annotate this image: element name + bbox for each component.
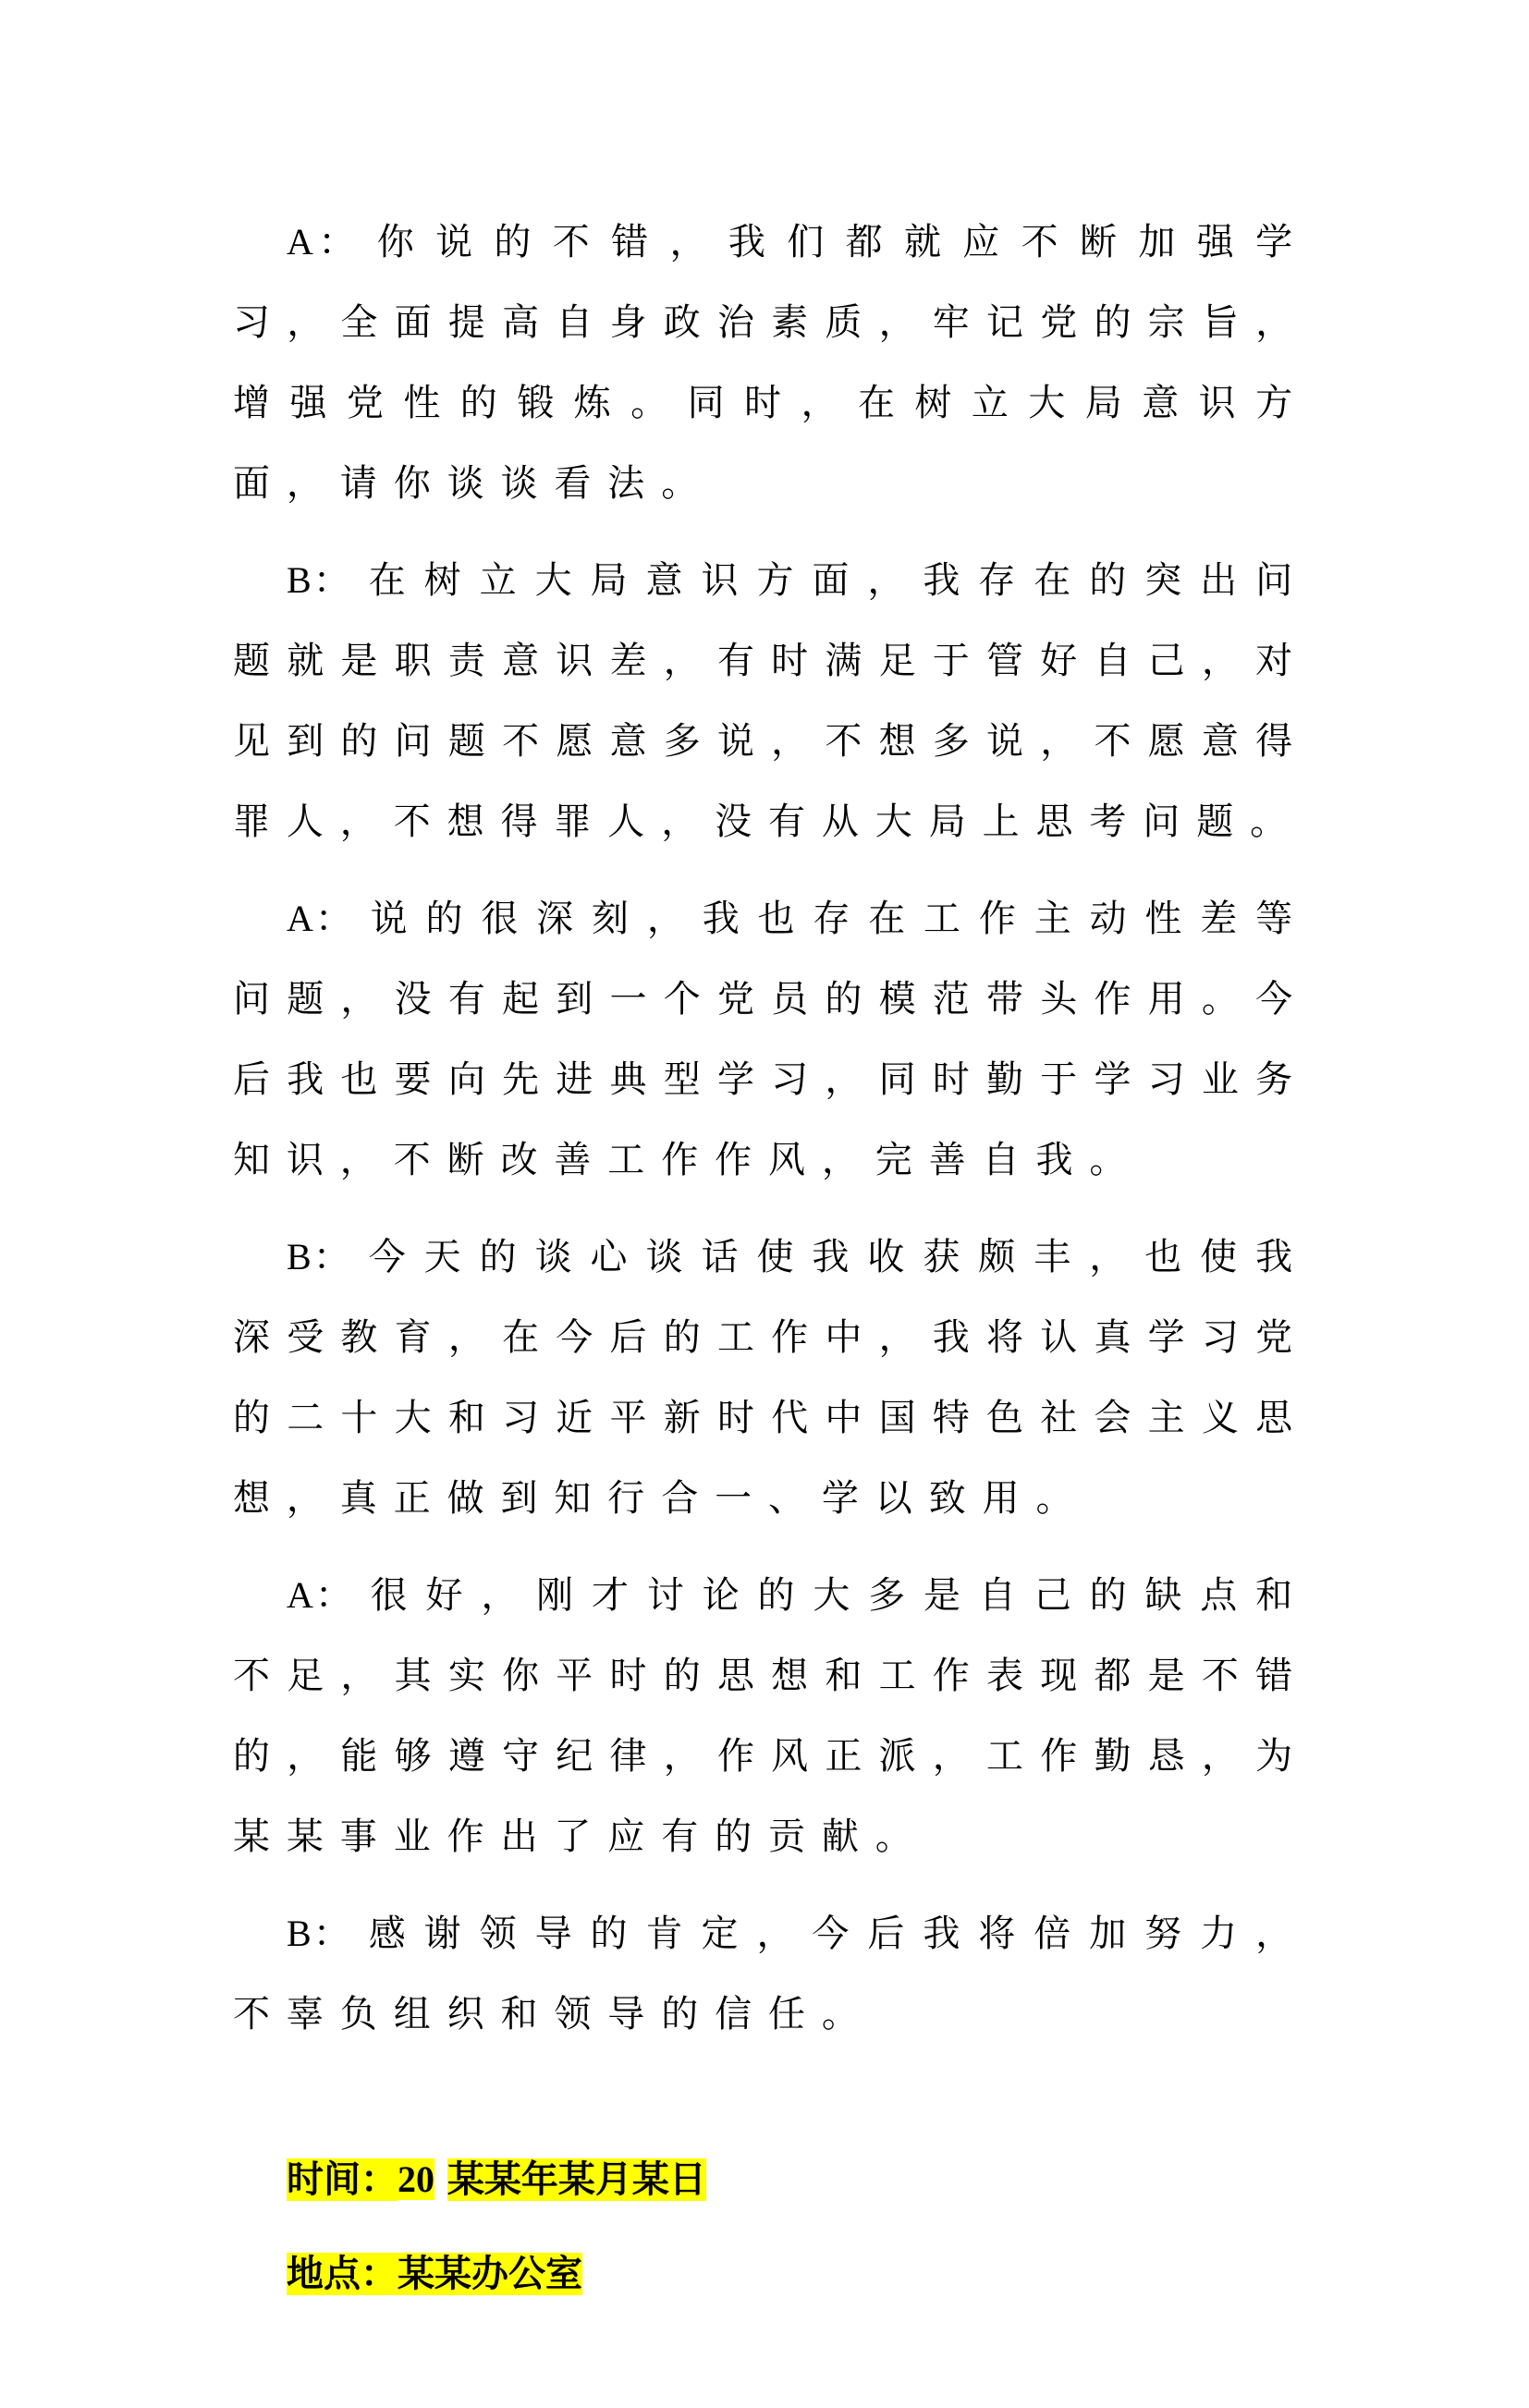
dialogue-paragraph — [233, 1893, 1309, 2055]
separator: ： — [312, 898, 371, 940]
speaker-label: A — [287, 1574, 313, 1616]
separator: ： — [311, 1913, 369, 1955]
separator: ： — [312, 1574, 371, 1617]
meeting-place — [287, 2251, 1309, 2297]
dialogue-paragraph — [233, 540, 1309, 862]
dialogue-paragraph — [233, 1555, 1309, 1877]
paragraph-text: 你说的不错，我们都就应不断加强学习，全面提高自身政治素质，牢记党的宗旨，增强党性的锻炼。同时，在树立大局意识方面，请你谈谈看法。 — [233, 221, 1309, 505]
speaker-label: B — [287, 1913, 312, 1954]
paragraph-text: 今天的谈心谈话使我收获颇丰，也使我深受教育，在今后的工作中，我将认真学习党的二十大和习近平新时代中国特色社会主义思想，真正做到知行合一、学以致用。 — [233, 1236, 1309, 1520]
speaker-label: B — [287, 559, 312, 601]
speaker-label: B — [287, 1236, 312, 1277]
separator: ： — [311, 559, 369, 602]
separator: ： — [311, 1236, 369, 1278]
time-year-prefix: 20 — [398, 2158, 434, 2200]
time-value: 某某年某月某日 — [446, 2158, 706, 2201]
paragraph-text: 很好，刚才讨论的大多是自己的缺点和不足，其实你平时的思想和工作表现都是不错的，能够遵守纪律，作风正派，工作勤恳，为某某事业作出了应有的贡献。 — [233, 1574, 1309, 1858]
dialogue-paragraph — [233, 1216, 1309, 1539]
dialogue-paragraph — [233, 202, 1309, 524]
speaker-label: A — [287, 221, 313, 263]
dialogue-paragraph — [233, 878, 1309, 1201]
paragraph-text: 说的很深刻，我也存在工作主动性差等问题，没有起到一个党员的模范带头作用。今后我也要向先进典型学习，同时勤于学习业务知识，不断改善工作作风，完善自我。 — [233, 898, 1309, 1181]
place-label: 地点： — [287, 2253, 398, 2295]
dialogue-body — [233, 0, 1309, 2408]
place-value: 某某办公室 — [398, 2253, 582, 2295]
time-label: 时间： — [287, 2158, 398, 2201]
separator: ： — [312, 221, 377, 263]
meeting-time — [287, 2157, 1309, 2203]
paragraph-text: 在树立大局意识方面，我存在的突出问题就是职责意识差，有时满足于管好自己，对见到的问题不愿意多说，不想多说，不愿意得罪人，不想得罪人，没有从大局上思考问题。 — [233, 559, 1309, 843]
paragraph-text: 感谢领导的肯定，今后我将倍加努力，不辜负组织和领导的信任。 — [233, 1913, 1309, 2035]
speaker-label: A — [287, 898, 313, 939]
